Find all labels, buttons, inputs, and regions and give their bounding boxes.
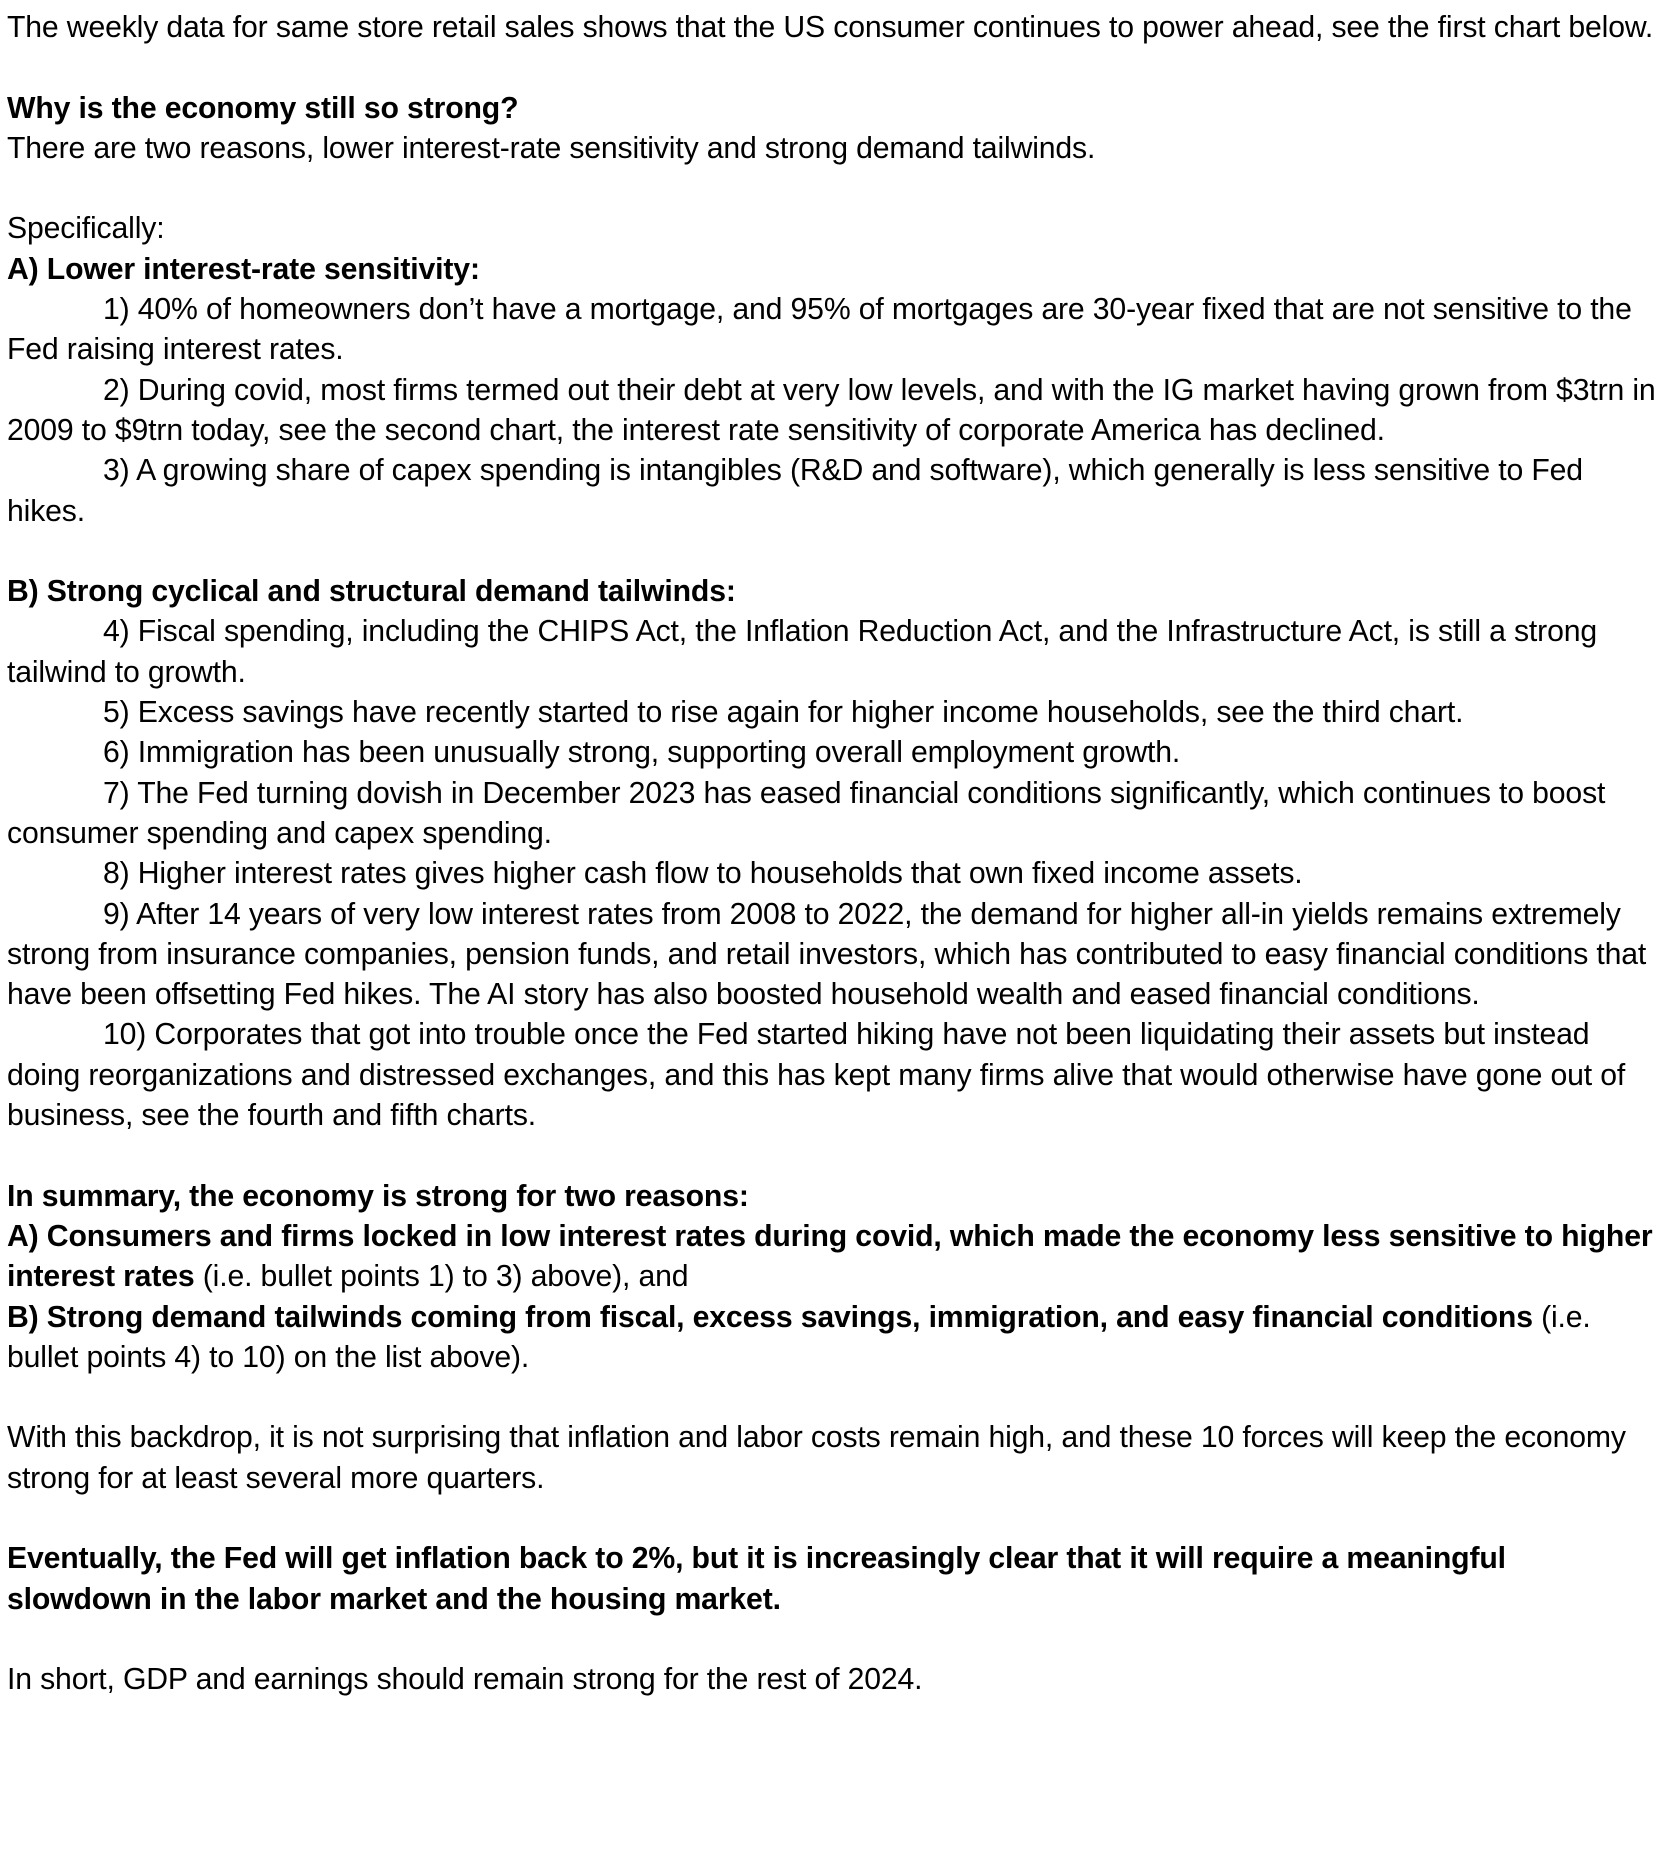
section-b-point-5: 5) Excess savings have recently started to rise again for higher income households, see the third chart. (103, 696, 1464, 730)
spacer (7, 48, 1656, 88)
conclusion-paragraph: In short, GDP and earnings should remain strong for the rest of 2024. (7, 1663, 923, 1697)
section-a-point-3: 3) A growing share of capex spending is intangibles (R&D and software), which generally is less sensitive to Fed hikes. (7, 454, 1583, 528)
summary-b-rest: (i.e. bullet points 4) to 10) on the list above). (7, 1300, 1591, 1374)
section-b-point-10: 10) Corporates that got into trouble once the Fed started hiking have not been liquidating their assets but instead doing reorganizations and distressed exchanges, and this has kept many firms alive that would otherwise have gone out of business, see the fourth and fifth charts. (7, 1018, 1626, 1133)
spacer (7, 1620, 1656, 1660)
section-b-point-7: 7) The Fed turning dovish in December 2023 has eased financial conditions significantly, which continues to boost consumer spending and capex spending. (7, 776, 1606, 850)
section-a-point-2: 2) During covid, most firms termed out their debt at very low levels, and with the IG market having grown from $3trn in 2009 to $9trn today, see the second chart, the interest rate sensitivity of corporate America has declined. (7, 373, 1656, 447)
section-b-point-6: 6) Immigration has been unusually strong, supporting overall employment growth. (103, 736, 1181, 770)
summary-a-bold: A) Consumers and firms locked in low interest rates during covid, which made the economy less sensitive to higher interest rates (7, 1219, 1653, 1294)
summary-point-b (7, 1298, 1656, 1379)
question-heading (7, 89, 1656, 129)
section-a-point-1: 1) 40% of homeowners don’t have a mortgage, and 95% of mortgages are 30-year fixed that are not sensitive to the Fed raising interest rates. (7, 293, 1632, 367)
question-answer: There are two reasons, lower interest-rate sensitivity and strong demand tailwinds. (7, 131, 1096, 165)
section-a-heading (7, 250, 1656, 290)
spacer (7, 532, 1656, 572)
section-b-heading-text: B) Strong cyclical and structural demand tailwinds: (7, 575, 736, 609)
specifically-label: Specifically: (7, 212, 165, 246)
summary-b-bold: B) Strong demand tailwinds coming from fiscal, excess savings, immigration, and easy financial conditions (7, 1300, 1533, 1334)
spacer (7, 1499, 1656, 1539)
backdrop-paragraph: With this backdrop, it is not surprising that inflation and labor costs remain high, and these 10 forces will keep the economy strong for at least several more quarters. (7, 1421, 1626, 1495)
section-b-heading (7, 572, 1656, 612)
question-heading-text: Why is the economy still so strong? (7, 91, 519, 125)
summary-point-a (7, 1217, 1656, 1298)
section-b-point-8: 8) Higher interest rates gives higher cash flow to households that own fixed income assets. (103, 857, 1303, 891)
eventually-paragraph (7, 1539, 1656, 1620)
spacer (7, 1378, 1656, 1418)
eventually-text: Eventually, the Fed will get inflation back to 2%, but it is increasingly clear that it will require a meaningful slowdown in the labor market and the housing market. (7, 1542, 1506, 1616)
document-body (0, 8, 1656, 1700)
spacer (7, 1136, 1656, 1176)
intro-paragraph: The weekly data for same store retail sales shows that the US consumer continues to power ahead, see the first chart below. (7, 11, 1654, 44)
section-b-point-9: 9) After 14 years of very low interest rates from 2008 to 2022, the demand for higher all-in yields remains extremely strong from insurance companies, pension funds, and retail investors, which has contributed to easy financial conditions that have been offsetting Fed hikes. The AI story has also boosted household wealth and eased financial conditions. (7, 897, 1647, 1012)
section-a-heading-text: A) Lower interest-rate sensitivity: (7, 252, 480, 286)
summary-heading-text: In summary, the economy is strong for two reasons: (7, 1179, 749, 1213)
summary-heading (7, 1177, 1656, 1217)
section-b-point-4: 4) Fiscal spending, including the CHIPS Act, the Inflation Reduction Act, and the Infrastructure Act, is still a strong tailwind to growth. (7, 615, 1597, 689)
spacer (7, 169, 1656, 209)
summary-a-rest: (i.e. bullet points 1) to 3) above), and (194, 1260, 689, 1294)
